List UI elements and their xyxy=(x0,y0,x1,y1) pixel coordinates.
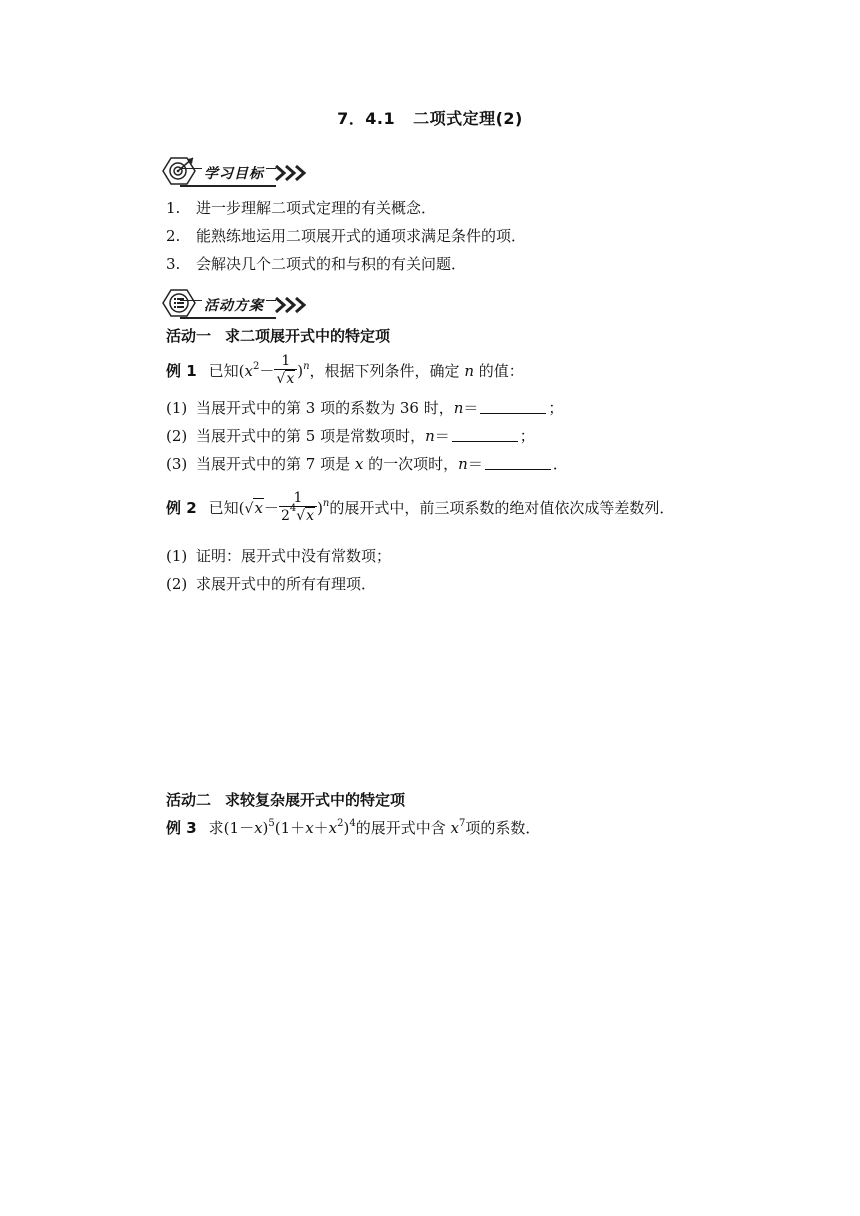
chapter-number: 7．4.1 xyxy=(337,109,396,128)
math-text: ； xyxy=(519,427,535,445)
activity-one-heading xyxy=(166,326,390,346)
math-text: 已知( xyxy=(208,499,245,517)
math-var: x xyxy=(450,819,460,837)
math-text: ) xyxy=(317,499,323,517)
math-text: ； xyxy=(548,399,564,417)
example-label: 例 3 xyxy=(166,819,197,837)
math-text: ) xyxy=(297,362,304,380)
math-exp: n xyxy=(303,361,310,372)
math-text: 的展开式中，前三项系数的绝对值依次成等差数列． xyxy=(329,499,675,517)
goal-item xyxy=(166,198,436,218)
page-title xyxy=(0,106,860,129)
math-var: x xyxy=(305,819,314,837)
math-var: n xyxy=(425,427,435,445)
goal-number: 3. xyxy=(166,255,181,273)
math-var: x xyxy=(328,819,338,837)
part-number: (1) xyxy=(166,399,188,417)
part-text: 的一次项时， xyxy=(368,455,459,473)
example-2-statement xyxy=(166,490,674,527)
section-banner-activities xyxy=(162,286,322,320)
math-text: ，根据下列条件，确定 xyxy=(309,362,460,380)
section-banner-goals xyxy=(162,154,322,188)
part-text: 当展开式中的第 3 项的系数为 36 时， xyxy=(196,399,454,417)
math-var: n xyxy=(453,399,464,417)
math-text: ) xyxy=(343,819,350,837)
math-text: 的值： xyxy=(478,362,524,380)
example-2-part-1 xyxy=(166,546,391,566)
math-text: 求(1－ xyxy=(208,819,255,837)
math-op: ＝ xyxy=(463,399,479,417)
chevrons-icon xyxy=(274,164,314,182)
activity-name: 活动二 xyxy=(166,791,212,809)
activity-title: 求较复杂展开式中的特定项 xyxy=(225,791,406,809)
frac-den: √x xyxy=(276,370,295,387)
math-var: x xyxy=(354,455,364,473)
math-text: 的展开式中含 xyxy=(355,819,446,837)
root-index: 4 xyxy=(289,502,297,514)
goal-item xyxy=(166,226,526,246)
frac-num: 1 xyxy=(274,353,297,370)
activity-title: 求二项展开式中的特定项 xyxy=(225,327,391,345)
part-text: 证明：展开式中没有常数项； xyxy=(196,547,392,565)
part-number: (2) xyxy=(166,427,188,445)
goal-text: 会解决几个二项式的和与积的有关问题． xyxy=(196,255,467,273)
math-exp: n xyxy=(322,498,330,509)
goal-text: 能熟练地运用二项展开式的通项求满足条件的项． xyxy=(196,227,527,245)
part-number: (1) xyxy=(166,547,188,565)
math-exp: 2 xyxy=(337,818,344,829)
goal-number: 2. xyxy=(166,227,181,245)
fraction xyxy=(274,353,297,388)
square-root: √x xyxy=(244,499,263,517)
chevrons-icon xyxy=(274,296,314,314)
math-op: ＝ xyxy=(434,427,450,445)
fraction xyxy=(279,490,317,525)
coefficient: 2 xyxy=(280,507,290,524)
math-var: x xyxy=(244,362,253,380)
math-exp: 5 xyxy=(268,818,275,829)
example-1-statement xyxy=(166,354,524,390)
math-text: 已知( xyxy=(208,362,245,380)
math-var: n xyxy=(458,455,468,473)
goal-text: 进一步理解二项式定理的有关概念． xyxy=(196,199,437,217)
math-exp: 2 xyxy=(253,361,260,372)
answer-blank[interactable] xyxy=(485,455,551,470)
math-op: － xyxy=(259,362,275,380)
part-text: 求展开式中的所有有理项． xyxy=(196,575,377,593)
math-exp: 7 xyxy=(459,818,466,829)
activity-name: 活动一 xyxy=(166,327,212,345)
lesson-name: 二项式定理(2) xyxy=(413,109,523,128)
math-text: ) xyxy=(262,819,269,837)
part-number: (3) xyxy=(166,455,188,473)
radicand: x xyxy=(254,499,263,517)
answer-blank[interactable] xyxy=(480,399,546,414)
example-1-part-2 xyxy=(166,426,535,446)
example-label: 例 2 xyxy=(166,499,197,517)
part-text: 当展开式中的第 7 项是 xyxy=(196,455,351,473)
example-1-part-1 xyxy=(166,398,563,418)
activity-two-heading xyxy=(166,790,405,810)
frac-num: 1 xyxy=(279,490,317,507)
math-text: (1＋ xyxy=(274,819,306,837)
part-number: (2) xyxy=(166,575,188,593)
example-1-part-3 xyxy=(166,454,568,474)
math-var: n xyxy=(464,362,474,380)
math-op: ＝ xyxy=(467,455,483,473)
math-op: ＋ xyxy=(313,819,329,837)
answer-blank[interactable] xyxy=(452,427,518,442)
part-text: 当展开式中的第 5 项是常数项时， xyxy=(196,427,426,445)
goal-item xyxy=(166,254,466,274)
section-label-goals: 学习目标 xyxy=(202,163,266,183)
math-text: ． xyxy=(552,455,568,473)
goal-number: 1. xyxy=(166,199,181,217)
radicand: x xyxy=(286,370,295,387)
math-var: x xyxy=(254,819,263,837)
radicand: x xyxy=(306,507,315,524)
math-text: 项的系数． xyxy=(465,819,541,837)
frac-den: $2^4√x$ xyxy=(280,502,315,524)
math-op: － xyxy=(263,499,279,517)
section-label-activities: 活动方案 xyxy=(202,295,266,315)
example-label: 例 1 xyxy=(166,362,197,380)
example-2-part-2 xyxy=(166,574,376,594)
math-exp: 4 xyxy=(349,818,356,829)
example-3-statement xyxy=(166,818,540,838)
